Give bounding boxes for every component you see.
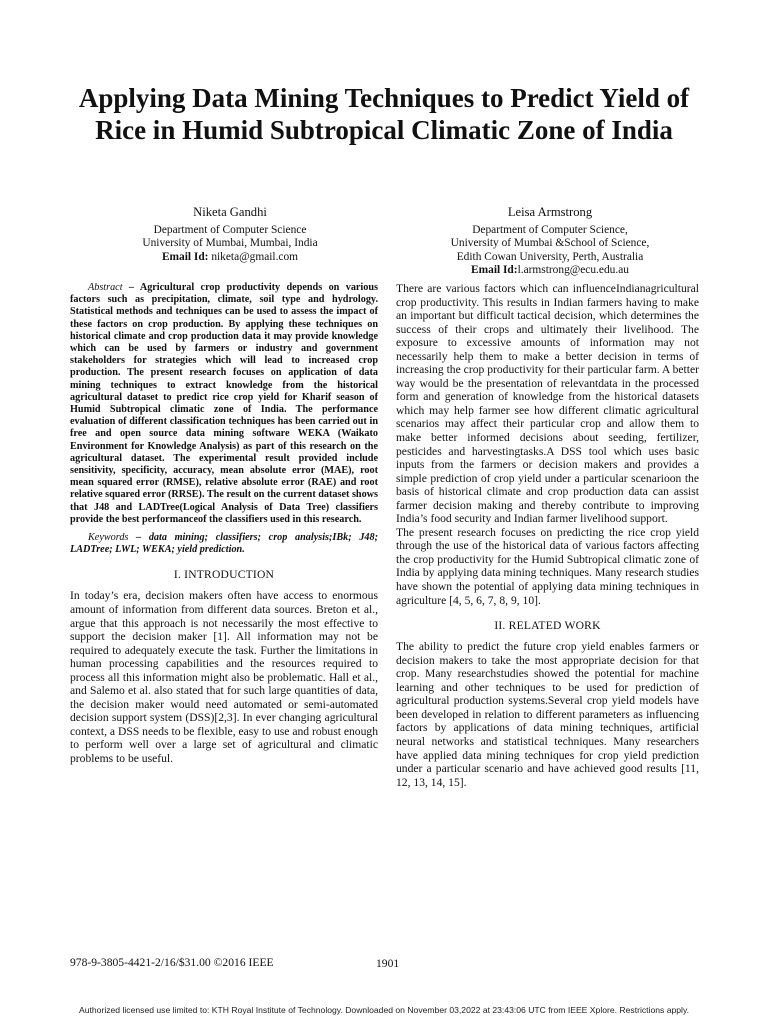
left-column — [70, 282, 378, 766]
author-affiliation-line: University of Mumbai, Mumbai, India — [142, 237, 318, 250]
author-name: Niketa Gandhi — [193, 205, 267, 219]
body-paragraph: There are various factors which can influenceIndianagricultural crop productivity. This results in Indian farmers having to make an important but difficult tactical decision, which determines the success of their crops and ultimately their livelihood. The exposure to excessive amounts of information may not necessarily help them to make a better decision in terms of increasing the crop productivity for their particular farm. A better way would be the presentation of relevantdata in the processed form and generation of knowledge from the historical datasets which may help farmer see how different climatic agricultural scenarios may affect their particular crop and allow them to make better informed decisions about seeding, fertilizer, pesticides and harvestingtasks.A DSS tool which uses basic inputs from the farmers or decision makers and provides a simple prediction of crop yield under a particular scenarioon the basis of historical climate and crop production data can assist farmer decision making and thereby contribute to improving India’s food security and Indian farmer livelihood support. — [396, 282, 699, 526]
author-email — [70, 251, 390, 265]
author-affiliation-line: Department of Computer Science, — [472, 223, 628, 236]
author-block — [0, 206, 768, 276]
abstract — [70, 282, 378, 526]
related-work-paragraph: The ability to predict the future crop yield enables farmers or decision makers to take the most appropriate decision for that crop. Many researchstudies showed the potential for machine learning and other techniques to be used for prediction of agricultural production systems.Several crop yield models have been developed in relation to different parameters as influencing factors by applications of data mining techniques, artificial neural networks and statistical techniques. Many researchers have applied data mining techniques for crop yield prediction under a particular scenario and have achieved good results [11, 12, 13, 14, 15]. — [396, 640, 699, 789]
author-name: Leisa Armstrong — [507, 205, 593, 219]
author-1 — [70, 206, 390, 264]
email-label: Email Id: — [161, 250, 209, 263]
email-label: Email Id: — [471, 264, 518, 277]
author-affiliation-line: Edith Cowan University, Perth, Australia — [456, 250, 644, 263]
keywords-label: Keywords — [88, 532, 129, 544]
email-address: niketa@gmail.com — [208, 250, 299, 263]
author-affiliation-line: University of Mumbai &School of Science, — [450, 237, 650, 250]
author-2 — [400, 206, 700, 278]
introduction-paragraph: In today’s era, decision makers often have access to enormous amount of information from different data sources. Breton et al., argue that this approach is not necessarily the most effective to support the decision maker [1]. All information may not be required to adequately execute the task. Further the limitations in human processing capabilities and the resources required to process all this information might also be problematic. Hall et al., and Salemo et al. also stated that for such large quantities of data, the decision maker would need automated or semi-automated decision support system (DSS)[2,3]. In ever changing agricultural context, a DSS needs to be flexible, easy to use and robust enough to perform well over a large set of agricultural and climatic problems to be useful. — [70, 589, 378, 766]
email-address: l.armstrong@ecu.edu.au — [517, 264, 629, 277]
license-notice: Authorized licensed use limited to: KTH Royal Institute of Technology. Downloaded on November 03,2022 at 23:43:06 UTC from IEEE Xplore. Restrictions apply. — [79, 1005, 689, 1015]
abstract-label: Abstract — [88, 282, 123, 293]
section-heading-introduction: I. INTRODUCTION — [173, 568, 275, 582]
keywords-text: – data mining; classifiers; crop analysis;IBk; J48; LADTree; LWL; WEKA; yield prediction. — [70, 532, 378, 556]
body-paragraph: The present research focuses on predicting the rice crop yield through the use of the historical data of various factors affecting the crop productivity for the Humid Subtropical climatic zone of India by applying data mining techniques. Many research studies have shown the potential of applying data mining techniques in agriculture [4, 5, 6, 7, 8, 9, 10]. — [396, 525, 699, 607]
paper-title: Applying Data Mining Techniques to Predict Yield of Rice in Humid Subtropical Climatic Zone of India — [78, 83, 690, 145]
footer-isbn: 978-9-3805-4421-2/16/$31.00 ©2016 IEEE — [70, 956, 274, 969]
page-number: 1901 — [376, 957, 400, 970]
author-email — [400, 264, 700, 278]
author-affiliation-line: Department of Computer Science — [153, 223, 307, 236]
right-column — [396, 282, 699, 789]
abstract-text: – Agricultural crop productivity depends on various factors such as precipitation, climate, soil type and hydrology. Statistical methods and techniques can be used to assess the impact of these factors on crop production. By applying these techniques on historical climate and crop production data it may provide knowledge which can be used by farmers or industry and government stakeholders for strategies which will lead to increased crop production. The present research focuses on application of data mining techniques to extract knowledge from the historical agricultural dataset to predict rice crop yield for Kharif season of Humid Subtropical climatic zone of India. The performance evaluation of different classification techniques has been carried out in free and open source data mining software WEKA (Waikato Environment for Knowledge Analysis) as part of this research on the agricultural dataset. The experimental result provided include sensitivity, specificity, accuracy, mean absolute error (MAE), root mean squared error (RMSE), relative absolute error (RAE) and root relative squared error (RRSE). The result on the current dataset shows that J48 and LADTree(Logical Analysis of Data Tree) classifiers provide the best performanceof the classifiers used in this research. — [70, 282, 378, 525]
section-heading-related-work: II. RELATED WORK — [494, 619, 601, 633]
keywords — [70, 532, 378, 556]
